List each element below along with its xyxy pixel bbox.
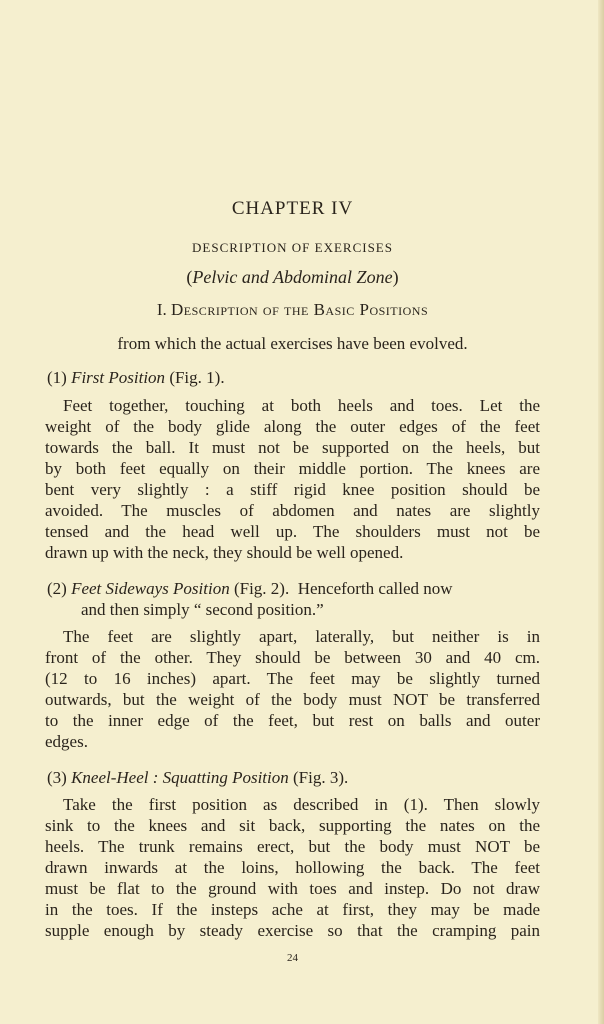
page-edge: [598, 0, 604, 1024]
text-line: towards the ball. It must not be supported on the heels, but: [45, 438, 540, 457]
basic-positions-heading: I. Description of the Basic Positions: [156, 300, 429, 319]
text-line: in the toes. If the insteps ache at first, they may be made: [45, 900, 540, 919]
text-line: The feet are slightly apart, laterally, but neither is in: [63, 627, 540, 646]
text-line: weight of the body glide along the outer edges of the feet: [45, 417, 540, 436]
text-line: front of the other. They should be between 30 and 40 cm.: [45, 648, 540, 667]
text-line: avoided. The muscles of abdomen and nates are slightly: [45, 501, 540, 520]
text-line: Take the first position as described in (1). Then slowly: [63, 795, 540, 814]
position-2-title: (2) Feet Sideways Position (Fig. 2). Henceforth called now: [47, 579, 453, 598]
text-line: (12 to 16 inches) apart. The feet may be slightly turned: [45, 669, 540, 688]
text-line: by both feet equally on their middle portion. The knees are: [45, 459, 540, 478]
text-line: edges.: [45, 732, 88, 751]
text-line: tensed and the head well up. The shoulders must not be: [45, 522, 540, 541]
position-2-title-continued: and then simply “ second position.”: [81, 600, 324, 619]
text-line: heels. The trunk remains erect, but the body must NOT be: [45, 837, 540, 856]
position-1-title: (1) First Position (Fig. 1).: [47, 368, 225, 387]
text-line: must be flat to the ground with toes and instep. Do not draw: [45, 879, 540, 898]
position-3-title: (3) Kneel-Heel : Squatting Position (Fig. 3).: [47, 768, 349, 787]
page-number: 24: [287, 952, 298, 964]
text-line: Feet together, touching at both heels and toes. Let the: [63, 396, 540, 415]
chapter-title: CHAPTER IV: [231, 198, 354, 219]
position-1-text: [45, 395, 540, 563]
position-2-text: [45, 626, 540, 752]
text-line: outwards, but the weight of the body must NOT be transferred: [45, 690, 540, 709]
text-line: drawn inwards at the loins, hollowing the back. The feet: [45, 858, 540, 877]
text-line: supple enough by steady exercise so that the cramping pain: [45, 921, 540, 940]
text-line: bent very slightly : a stiff rigid knee position should be: [45, 480, 540, 499]
text-line: sink to the knees and sit back, supporting the nates on the: [45, 816, 540, 835]
basic-positions-subheading: from which the actual exercises have been evolved.: [117, 334, 468, 353]
position-3-text: [45, 794, 540, 941]
text-line: to the inner edge of the feet, but rest on balls and outer: [45, 711, 540, 730]
text-line: drawn up with the neck, they should be well opened.: [45, 543, 404, 562]
zone-subtitle: (Pelvic and Abdominal Zone): [186, 267, 399, 287]
section-heading: DESCRIPTION OF EXERCISES: [192, 240, 393, 255]
